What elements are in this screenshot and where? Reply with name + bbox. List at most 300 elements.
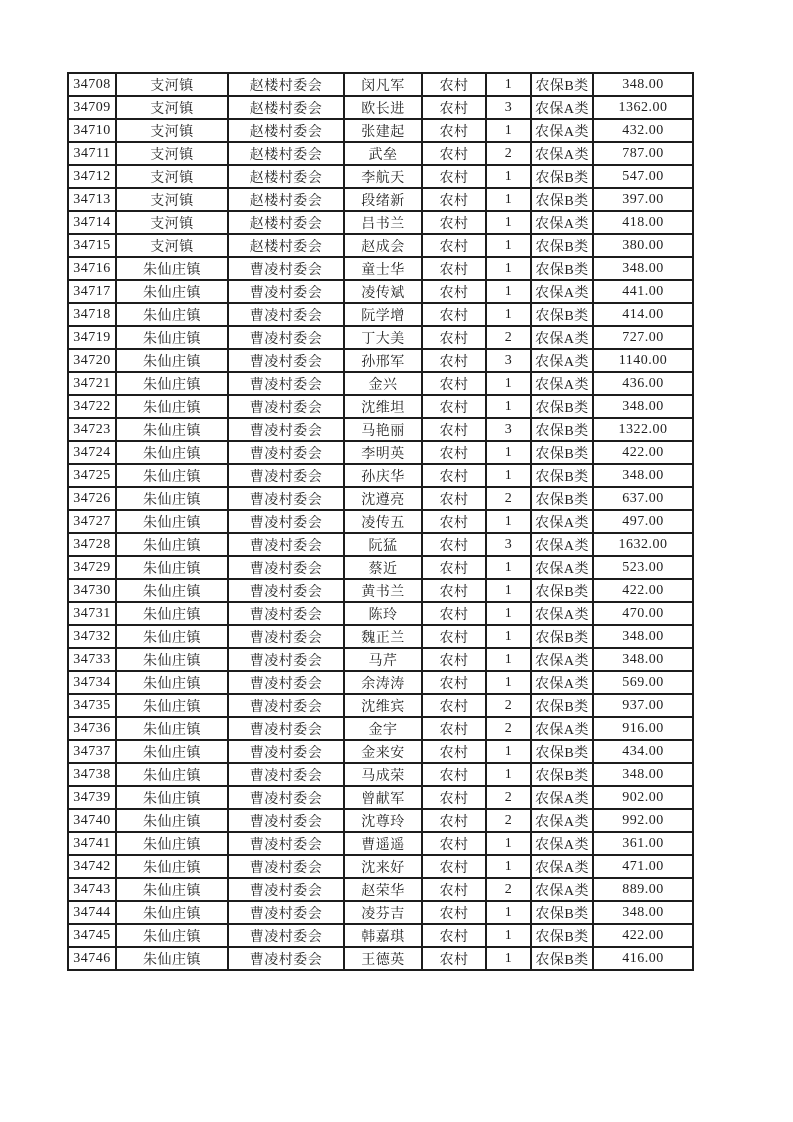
table-row	[68, 96, 693, 119]
town-cell: 朱仙庄镇	[116, 648, 228, 671]
village-committee-cell: 曹凌村委会	[228, 763, 344, 786]
insurance-category-cell: 农保B类	[531, 234, 593, 257]
amount-cell: 348.00	[593, 464, 693, 487]
insurance-category-cell: 农保B类	[531, 487, 593, 510]
person-name-cell: 马艳丽	[344, 418, 422, 441]
town-cell: 支河镇	[116, 119, 228, 142]
town-cell: 朱仙庄镇	[116, 303, 228, 326]
insurance-category-cell: 农保A类	[531, 510, 593, 533]
record-id-cell: 34734	[68, 671, 116, 694]
amount-cell: 889.00	[593, 878, 693, 901]
residence-type-cell: 农村	[422, 257, 486, 280]
village-committee-cell: 赵楼村委会	[228, 211, 344, 234]
record-id-cell: 34729	[68, 556, 116, 579]
residence-type-cell: 农村	[422, 947, 486, 970]
person-name-cell: 金来安	[344, 740, 422, 763]
person-name-cell: 金兴	[344, 372, 422, 395]
residence-type-cell: 农村	[422, 73, 486, 96]
person-name-cell: 童士华	[344, 257, 422, 280]
residence-type-cell: 农村	[422, 280, 486, 303]
amount-cell: 1632.00	[593, 533, 693, 556]
village-committee-cell: 曹凌村委会	[228, 602, 344, 625]
town-cell: 支河镇	[116, 165, 228, 188]
residence-type-cell: 农村	[422, 648, 486, 671]
count-cell: 1	[486, 947, 531, 970]
person-name-cell: 阮学增	[344, 303, 422, 326]
amount-cell: 418.00	[593, 211, 693, 234]
record-id-cell: 34738	[68, 763, 116, 786]
count-cell: 2	[486, 487, 531, 510]
insurance-category-cell: 农保A类	[531, 556, 593, 579]
record-id-cell: 34727	[68, 510, 116, 533]
person-name-cell: 王德英	[344, 947, 422, 970]
town-cell: 朱仙庄镇	[116, 418, 228, 441]
village-committee-cell: 曹凌村委会	[228, 694, 344, 717]
person-name-cell: 韩嘉琪	[344, 924, 422, 947]
residence-type-cell: 农村	[422, 372, 486, 395]
insurance-category-cell: 农保B类	[531, 441, 593, 464]
table-row	[68, 372, 693, 395]
amount-cell: 397.00	[593, 188, 693, 211]
village-committee-cell: 赵楼村委会	[228, 142, 344, 165]
person-name-cell: 黄书兰	[344, 579, 422, 602]
town-cell: 朱仙庄镇	[116, 556, 228, 579]
insurance-category-cell: 农保B类	[531, 901, 593, 924]
table-row	[68, 694, 693, 717]
table-row	[68, 510, 693, 533]
insurance-category-cell: 农保B类	[531, 257, 593, 280]
record-id-cell: 34724	[68, 441, 116, 464]
village-committee-cell: 赵楼村委会	[228, 165, 344, 188]
town-cell: 朱仙庄镇	[116, 602, 228, 625]
table-row	[68, 234, 693, 257]
amount-cell: 422.00	[593, 579, 693, 602]
person-name-cell: 李航天	[344, 165, 422, 188]
residence-type-cell: 农村	[422, 901, 486, 924]
person-name-cell: 余涛涛	[344, 671, 422, 694]
table-row	[68, 326, 693, 349]
table-row	[68, 464, 693, 487]
person-name-cell: 沈维宾	[344, 694, 422, 717]
residence-type-cell: 农村	[422, 441, 486, 464]
village-committee-cell: 曹凌村委会	[228, 464, 344, 487]
amount-cell: 497.00	[593, 510, 693, 533]
count-cell: 3	[486, 533, 531, 556]
count-cell: 1	[486, 188, 531, 211]
person-name-cell: 赵成会	[344, 234, 422, 257]
village-committee-cell: 曹凌村委会	[228, 625, 344, 648]
table-row	[68, 809, 693, 832]
amount-cell: 1362.00	[593, 96, 693, 119]
table-row	[68, 602, 693, 625]
record-id-cell: 34735	[68, 694, 116, 717]
village-committee-cell: 曹凌村委会	[228, 372, 344, 395]
residence-type-cell: 农村	[422, 740, 486, 763]
table-body	[68, 73, 693, 970]
residence-type-cell: 农村	[422, 533, 486, 556]
amount-cell: 569.00	[593, 671, 693, 694]
record-id-cell: 34716	[68, 257, 116, 280]
town-cell: 朱仙庄镇	[116, 395, 228, 418]
insurance-category-cell: 农保B类	[531, 395, 593, 418]
count-cell: 1	[486, 625, 531, 648]
count-cell: 1	[486, 855, 531, 878]
benefit-roster-table	[67, 72, 694, 971]
insurance-category-cell: 农保B类	[531, 188, 593, 211]
insurance-category-cell: 农保B类	[531, 73, 593, 96]
amount-cell: 1140.00	[593, 349, 693, 372]
table-row	[68, 487, 693, 510]
amount-cell: 916.00	[593, 717, 693, 740]
town-cell: 朱仙庄镇	[116, 326, 228, 349]
insurance-category-cell: 农保B类	[531, 763, 593, 786]
village-committee-cell: 曹凌村委会	[228, 441, 344, 464]
residence-type-cell: 农村	[422, 211, 486, 234]
table-row	[68, 901, 693, 924]
residence-type-cell: 农村	[422, 763, 486, 786]
residence-type-cell: 农村	[422, 165, 486, 188]
table-row	[68, 119, 693, 142]
village-committee-cell: 曹凌村委会	[228, 809, 344, 832]
record-id-cell: 34723	[68, 418, 116, 441]
amount-cell: 348.00	[593, 257, 693, 280]
record-id-cell: 34712	[68, 165, 116, 188]
person-name-cell: 段绪新	[344, 188, 422, 211]
insurance-category-cell: 农保B类	[531, 924, 593, 947]
town-cell: 支河镇	[116, 96, 228, 119]
table-row	[68, 533, 693, 556]
table-row	[68, 832, 693, 855]
insurance-category-cell: 农保A类	[531, 119, 593, 142]
table-row	[68, 73, 693, 96]
insurance-category-cell: 农保A类	[531, 671, 593, 694]
record-id-cell: 34715	[68, 234, 116, 257]
amount-cell: 422.00	[593, 441, 693, 464]
insurance-category-cell: 农保B类	[531, 579, 593, 602]
town-cell: 朱仙庄镇	[116, 487, 228, 510]
village-committee-cell: 曹凌村委会	[228, 901, 344, 924]
village-committee-cell: 曹凌村委会	[228, 510, 344, 533]
count-cell: 1	[486, 901, 531, 924]
town-cell: 朱仙庄镇	[116, 878, 228, 901]
record-id-cell: 34746	[68, 947, 116, 970]
insurance-category-cell: 农保B类	[531, 165, 593, 188]
town-cell: 朱仙庄镇	[116, 625, 228, 648]
amount-cell: 523.00	[593, 556, 693, 579]
table-row	[68, 349, 693, 372]
insurance-category-cell: 农保A类	[531, 326, 593, 349]
record-id-cell: 34708	[68, 73, 116, 96]
town-cell: 支河镇	[116, 73, 228, 96]
amount-cell: 787.00	[593, 142, 693, 165]
town-cell: 朱仙庄镇	[116, 809, 228, 832]
village-committee-cell: 曹凌村委会	[228, 717, 344, 740]
insurance-category-cell: 农保A类	[531, 533, 593, 556]
person-name-cell: 赵荣华	[344, 878, 422, 901]
record-id-cell: 34741	[68, 832, 116, 855]
town-cell: 朱仙庄镇	[116, 510, 228, 533]
table-row	[68, 556, 693, 579]
amount-cell: 422.00	[593, 924, 693, 947]
record-id-cell: 34737	[68, 740, 116, 763]
town-cell: 支河镇	[116, 142, 228, 165]
residence-type-cell: 农村	[422, 234, 486, 257]
village-committee-cell: 曹凌村委会	[228, 556, 344, 579]
insurance-category-cell: 农保A类	[531, 372, 593, 395]
residence-type-cell: 农村	[422, 119, 486, 142]
residence-type-cell: 农村	[422, 142, 486, 165]
count-cell: 1	[486, 372, 531, 395]
amount-cell: 441.00	[593, 280, 693, 303]
table-row	[68, 648, 693, 671]
town-cell: 朱仙庄镇	[116, 855, 228, 878]
residence-type-cell: 农村	[422, 809, 486, 832]
village-committee-cell: 曹凌村委会	[228, 832, 344, 855]
count-cell: 2	[486, 809, 531, 832]
town-cell: 朱仙庄镇	[116, 947, 228, 970]
count-cell: 2	[486, 326, 531, 349]
count-cell: 1	[486, 257, 531, 280]
table-row	[68, 418, 693, 441]
table-row	[68, 947, 693, 970]
town-cell: 朱仙庄镇	[116, 901, 228, 924]
village-committee-cell: 曹凌村委会	[228, 878, 344, 901]
amount-cell: 436.00	[593, 372, 693, 395]
village-committee-cell: 曹凌村委会	[228, 924, 344, 947]
count-cell: 1	[486, 464, 531, 487]
residence-type-cell: 农村	[422, 786, 486, 809]
insurance-category-cell: 农保A类	[531, 96, 593, 119]
count-cell: 1	[486, 671, 531, 694]
count-cell: 3	[486, 96, 531, 119]
residence-type-cell: 农村	[422, 556, 486, 579]
table-row	[68, 740, 693, 763]
record-id-cell: 34714	[68, 211, 116, 234]
residence-type-cell: 农村	[422, 625, 486, 648]
residence-type-cell: 农村	[422, 671, 486, 694]
person-name-cell: 沈维坦	[344, 395, 422, 418]
record-id-cell: 34733	[68, 648, 116, 671]
amount-cell: 471.00	[593, 855, 693, 878]
person-name-cell: 孙庆华	[344, 464, 422, 487]
count-cell: 1	[486, 763, 531, 786]
count-cell: 2	[486, 694, 531, 717]
count-cell: 3	[486, 349, 531, 372]
village-committee-cell: 曹凌村委会	[228, 533, 344, 556]
town-cell: 支河镇	[116, 211, 228, 234]
village-committee-cell: 赵楼村委会	[228, 188, 344, 211]
person-name-cell: 阮猛	[344, 533, 422, 556]
table-row	[68, 579, 693, 602]
record-id-cell: 34728	[68, 533, 116, 556]
record-id-cell: 34739	[68, 786, 116, 809]
amount-cell: 937.00	[593, 694, 693, 717]
table-row	[68, 395, 693, 418]
amount-cell: 416.00	[593, 947, 693, 970]
person-name-cell: 李明英	[344, 441, 422, 464]
person-name-cell: 蔡近	[344, 556, 422, 579]
record-id-cell: 34713	[68, 188, 116, 211]
village-committee-cell: 曹凌村委会	[228, 947, 344, 970]
village-committee-cell: 曹凌村委会	[228, 257, 344, 280]
count-cell: 1	[486, 579, 531, 602]
insurance-category-cell: 农保A类	[531, 349, 593, 372]
village-committee-cell: 曹凌村委会	[228, 786, 344, 809]
count-cell: 1	[486, 119, 531, 142]
count-cell: 1	[486, 832, 531, 855]
village-committee-cell: 赵楼村委会	[228, 119, 344, 142]
count-cell: 1	[486, 211, 531, 234]
person-name-cell: 武垒	[344, 142, 422, 165]
amount-cell: 380.00	[593, 234, 693, 257]
insurance-category-cell: 农保A类	[531, 809, 593, 832]
town-cell: 朱仙庄镇	[116, 694, 228, 717]
insurance-category-cell: 农保B类	[531, 740, 593, 763]
count-cell: 3	[486, 418, 531, 441]
residence-type-cell: 农村	[422, 602, 486, 625]
insurance-category-cell: 农保B类	[531, 625, 593, 648]
record-id-cell: 34709	[68, 96, 116, 119]
residence-type-cell: 农村	[422, 694, 486, 717]
amount-cell: 1322.00	[593, 418, 693, 441]
count-cell: 1	[486, 441, 531, 464]
record-id-cell: 34721	[68, 372, 116, 395]
amount-cell: 432.00	[593, 119, 693, 142]
count-cell: 1	[486, 280, 531, 303]
insurance-category-cell: 农保A类	[531, 211, 593, 234]
village-committee-cell: 曹凌村委会	[228, 280, 344, 303]
insurance-category-cell: 农保B类	[531, 947, 593, 970]
record-id-cell: 34740	[68, 809, 116, 832]
residence-type-cell: 农村	[422, 395, 486, 418]
town-cell: 朱仙庄镇	[116, 464, 228, 487]
person-name-cell: 沈来好	[344, 855, 422, 878]
count-cell: 1	[486, 165, 531, 188]
town-cell: 朱仙庄镇	[116, 786, 228, 809]
amount-cell: 348.00	[593, 395, 693, 418]
insurance-category-cell: 农保A类	[531, 786, 593, 809]
person-name-cell: 张建起	[344, 119, 422, 142]
insurance-category-cell: 农保B类	[531, 303, 593, 326]
record-id-cell: 34726	[68, 487, 116, 510]
person-name-cell: 凌芬吉	[344, 901, 422, 924]
table-row	[68, 441, 693, 464]
insurance-category-cell: 农保A类	[531, 602, 593, 625]
residence-type-cell: 农村	[422, 487, 486, 510]
town-cell: 朱仙庄镇	[116, 671, 228, 694]
table-row	[68, 188, 693, 211]
residence-type-cell: 农村	[422, 303, 486, 326]
record-id-cell: 34711	[68, 142, 116, 165]
table-row	[68, 142, 693, 165]
village-committee-cell: 赵楼村委会	[228, 234, 344, 257]
town-cell: 朱仙庄镇	[116, 717, 228, 740]
table-row	[68, 786, 693, 809]
residence-type-cell: 农村	[422, 717, 486, 740]
table-row	[68, 303, 693, 326]
residence-type-cell: 农村	[422, 96, 486, 119]
person-name-cell: 沈尊玲	[344, 809, 422, 832]
table-row	[68, 855, 693, 878]
insurance-category-cell: 农保B类	[531, 418, 593, 441]
residence-type-cell: 农村	[422, 510, 486, 533]
table-row	[68, 211, 693, 234]
record-id-cell: 34730	[68, 579, 116, 602]
count-cell: 1	[486, 510, 531, 533]
town-cell: 朱仙庄镇	[116, 441, 228, 464]
person-name-cell: 孙邢军	[344, 349, 422, 372]
person-name-cell: 马成荣	[344, 763, 422, 786]
village-committee-cell: 曹凌村委会	[228, 418, 344, 441]
amount-cell: 348.00	[593, 648, 693, 671]
record-id-cell: 34719	[68, 326, 116, 349]
village-committee-cell: 曹凌村委会	[228, 671, 344, 694]
amount-cell: 470.00	[593, 602, 693, 625]
town-cell: 朱仙庄镇	[116, 372, 228, 395]
insurance-category-cell: 农保A类	[531, 878, 593, 901]
count-cell: 2	[486, 786, 531, 809]
amount-cell: 361.00	[593, 832, 693, 855]
record-id-cell: 34722	[68, 395, 116, 418]
residence-type-cell: 农村	[422, 349, 486, 372]
record-id-cell: 34725	[68, 464, 116, 487]
record-id-cell: 34742	[68, 855, 116, 878]
amount-cell: 547.00	[593, 165, 693, 188]
town-cell: 朱仙庄镇	[116, 349, 228, 372]
record-id-cell: 34732	[68, 625, 116, 648]
person-name-cell: 吕书兰	[344, 211, 422, 234]
village-committee-cell: 曹凌村委会	[228, 326, 344, 349]
amount-cell: 348.00	[593, 73, 693, 96]
amount-cell: 414.00	[593, 303, 693, 326]
village-committee-cell: 曹凌村委会	[228, 648, 344, 671]
village-committee-cell: 曹凌村委会	[228, 395, 344, 418]
table-row	[68, 257, 693, 280]
count-cell: 1	[486, 602, 531, 625]
count-cell: 1	[486, 648, 531, 671]
person-name-cell: 凌传斌	[344, 280, 422, 303]
table-row	[68, 280, 693, 303]
residence-type-cell: 农村	[422, 464, 486, 487]
record-id-cell: 34743	[68, 878, 116, 901]
residence-type-cell: 农村	[422, 855, 486, 878]
record-id-cell: 34744	[68, 901, 116, 924]
table-row	[68, 878, 693, 901]
count-cell: 1	[486, 73, 531, 96]
residence-type-cell: 农村	[422, 832, 486, 855]
table-row	[68, 763, 693, 786]
record-id-cell: 34710	[68, 119, 116, 142]
record-id-cell: 34745	[68, 924, 116, 947]
person-name-cell: 欧长进	[344, 96, 422, 119]
insurance-category-cell: 农保B类	[531, 464, 593, 487]
town-cell: 朱仙庄镇	[116, 579, 228, 602]
residence-type-cell: 农村	[422, 326, 486, 349]
count-cell: 1	[486, 556, 531, 579]
residence-type-cell: 农村	[422, 579, 486, 602]
insurance-category-cell: 农保A类	[531, 832, 593, 855]
count-cell: 2	[486, 717, 531, 740]
village-committee-cell: 曹凌村委会	[228, 579, 344, 602]
town-cell: 朱仙庄镇	[116, 740, 228, 763]
person-name-cell: 丁大美	[344, 326, 422, 349]
count-cell: 1	[486, 234, 531, 257]
amount-cell: 727.00	[593, 326, 693, 349]
record-id-cell: 34731	[68, 602, 116, 625]
town-cell: 朱仙庄镇	[116, 832, 228, 855]
person-name-cell: 闵凡军	[344, 73, 422, 96]
person-name-cell: 曹遥遥	[344, 832, 422, 855]
